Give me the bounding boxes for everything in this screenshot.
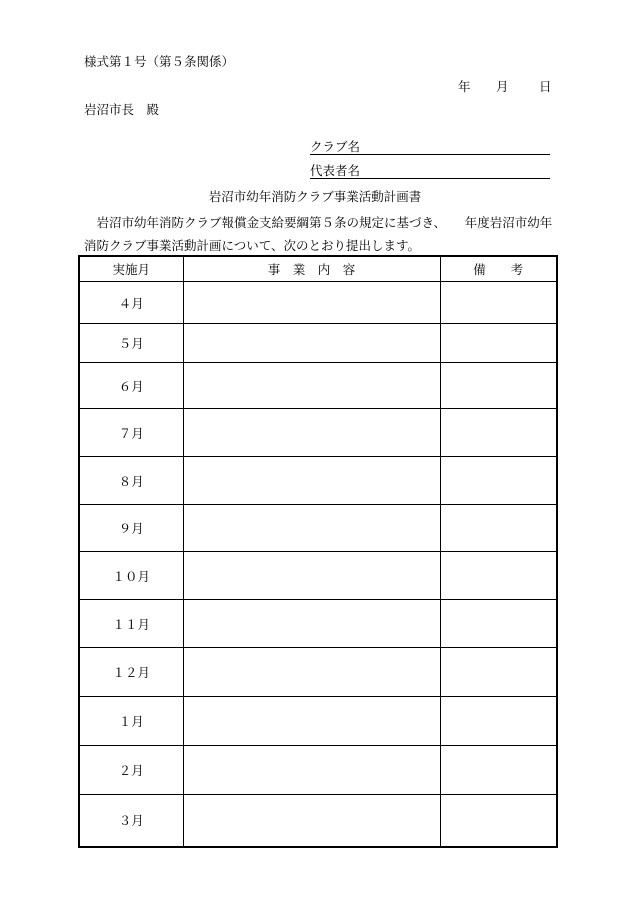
month-cell: ８月 xyxy=(79,457,183,505)
month-cell: ９月 xyxy=(79,505,183,552)
table-header-row xyxy=(79,256,557,282)
content-cell[interactable] xyxy=(183,457,440,505)
month-cell: ７月 xyxy=(79,409,183,457)
content-cell[interactable] xyxy=(183,648,440,697)
table-row xyxy=(79,409,557,457)
representative-label: 代表者名 xyxy=(310,163,361,178)
note-cell[interactable] xyxy=(440,409,557,457)
month-cell: ６月 xyxy=(79,363,183,409)
table-row xyxy=(79,746,557,795)
date-day: 日 xyxy=(539,79,552,94)
table-row xyxy=(79,648,557,697)
date-year: 年 xyxy=(458,79,471,94)
note-cell[interactable] xyxy=(440,697,557,746)
table-row xyxy=(79,363,557,409)
month-cell: １月 xyxy=(79,697,183,746)
content-cell[interactable] xyxy=(183,363,440,409)
club-name-field[interactable] xyxy=(310,136,550,155)
activity-plan-table xyxy=(78,255,558,848)
document-title: 岩沼市幼年消防クラブ事業活動計画書 xyxy=(208,189,422,204)
table-row xyxy=(79,600,557,648)
note-cell[interactable] xyxy=(440,505,557,552)
month-cell: ５月 xyxy=(79,324,183,363)
month-cell: １１月 xyxy=(79,600,183,648)
header-month: 実施月 xyxy=(79,256,183,282)
body-text: 岩沼市幼年消防クラブ報償金支給要綱第５条の規定に基づき、 年度岩沼市幼年消防クラブ事業活動計画について、次のとおり提出します。 xyxy=(84,215,553,253)
note-cell[interactable] xyxy=(440,363,557,409)
content-cell[interactable] xyxy=(183,600,440,648)
table-row xyxy=(79,282,557,324)
note-cell[interactable] xyxy=(440,746,557,795)
content-cell[interactable] xyxy=(183,795,440,847)
club-name-label: クラブ名 xyxy=(310,139,361,154)
header-note: 備 考 xyxy=(440,256,557,282)
note-cell[interactable] xyxy=(440,457,557,505)
content-cell[interactable] xyxy=(183,505,440,552)
content-cell[interactable] xyxy=(183,324,440,363)
header-content: 事 業 内 容 xyxy=(183,256,440,282)
month-cell: ４月 xyxy=(79,282,183,324)
date-line xyxy=(458,77,552,95)
note-cell[interactable] xyxy=(440,648,557,697)
note-cell[interactable] xyxy=(440,600,557,648)
table-row xyxy=(79,505,557,552)
month-cell: １２月 xyxy=(79,648,183,697)
table-row xyxy=(79,795,557,847)
form-number: 様式第１号（第５条関係） xyxy=(84,54,235,69)
content-cell[interactable] xyxy=(183,697,440,746)
representative-field[interactable] xyxy=(310,160,550,179)
month-cell: ２月 xyxy=(79,746,183,795)
content-cell[interactable] xyxy=(183,746,440,795)
table-row xyxy=(79,324,557,363)
note-cell[interactable] xyxy=(440,282,557,324)
addressee: 岩沼市長 殿 xyxy=(84,102,160,117)
table-row xyxy=(79,697,557,746)
content-cell[interactable] xyxy=(183,409,440,457)
month-cell: １０月 xyxy=(79,552,183,600)
note-cell[interactable] xyxy=(440,552,557,600)
month-cell: ３月 xyxy=(79,795,183,847)
content-cell[interactable] xyxy=(183,552,440,600)
table-row xyxy=(79,457,557,505)
note-cell[interactable] xyxy=(440,795,557,847)
table-row xyxy=(79,552,557,600)
content-cell[interactable] xyxy=(183,282,440,324)
note-cell[interactable] xyxy=(440,324,557,363)
date-month: 月 xyxy=(496,79,509,94)
